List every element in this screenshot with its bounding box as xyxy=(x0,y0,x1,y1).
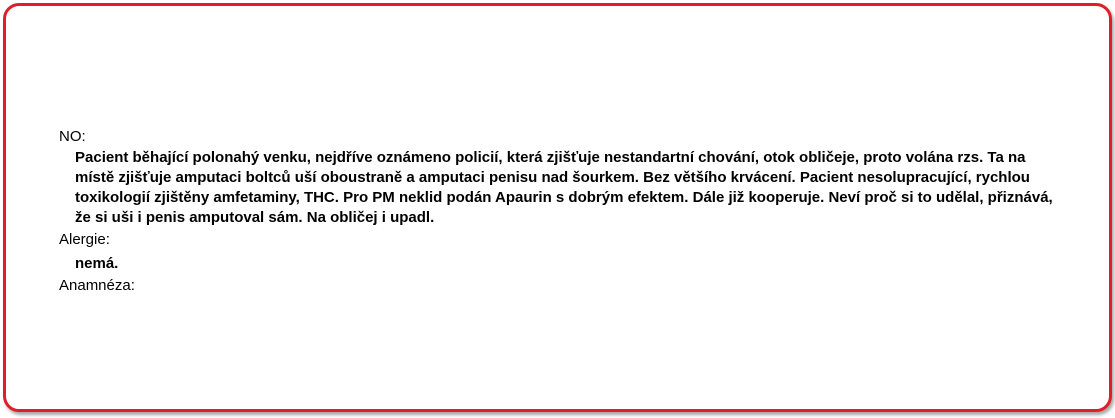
clipped-next-section xyxy=(59,276,1059,294)
section-text-no: Pacient běhající polonahý venku, nejdříve oznámeno policií, která zjišťuje nestandartní chování, otok obličeje, proto volána rzs. Ta na místě zjišťuje amputaci boltců uší oboustraně a amputaci penisu nad šourkem. Bez většího krvácení. Pacient nesolupracující, rychlou toxikologií zjištěny amfetaminy, THC. Pro PM neklid podán Apaurin s dobrým efektem. Dále již kooperuje. Neví proč si to udělal, přiznává, že si uši i penis amputoval sám. Na obličej i upadl. xyxy=(75,149,1053,226)
section-label-no: NO: xyxy=(59,128,86,145)
document-excerpt xyxy=(59,127,1059,294)
section-text-allergies: nemá. xyxy=(75,255,119,272)
section-label-anamnesis: Anamnéza: xyxy=(59,277,135,294)
section-label-allergies: Alergie: xyxy=(59,231,110,248)
